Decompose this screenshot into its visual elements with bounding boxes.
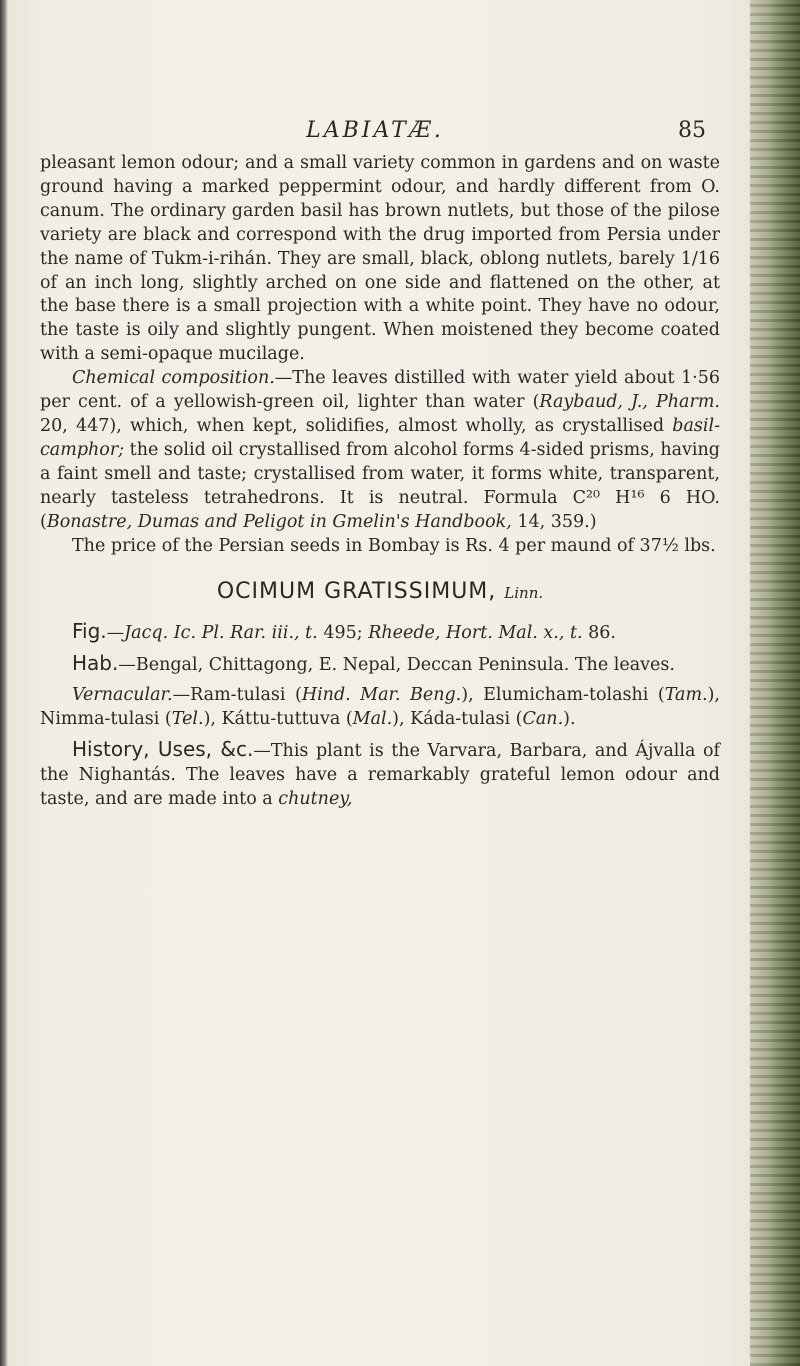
vern-6: ).	[563, 709, 576, 730]
running-header	[0, 118, 750, 143]
vern-4: ), Káttu-tuttuva (	[203, 709, 353, 730]
paragraph-history	[40, 738, 720, 812]
paragraph-chemical-composition	[40, 367, 720, 534]
history-term: chutney,	[278, 788, 353, 809]
species-heading	[40, 580, 720, 606]
chem-ref-1: Raybaud, J., Pharm.	[539, 392, 720, 413]
species-name: OCIMUM GRATISSIMUM,	[216, 579, 497, 605]
paragraph-description: pleasant lemon odour; and a small variety common in gardens and on waste ground having a marked peppermint odour, and hardly different from O. canum. The ordinary garden basil has brown nutlets, but those of the pilose variety are black and correspond with the drug imported from Persia under the name of Tukm-i-rihán. They are small, black, oblong nutlets, barely 1/16 of an inch long, slightly arched on one side and flattened on the other, at the base there is a small projection with a white point. They have no odour, the taste is oily and slightly pungent. When moistened they become coated with a semi-opaque mucilage.	[40, 153, 720, 365]
fig-ref-2: Rheede, Hort. Mal. x., t.	[368, 623, 583, 644]
vern-lang-3: Tel.	[171, 709, 204, 730]
hab-label: Hab.	[72, 651, 119, 676]
vern-lang-1: Hind. Mar. Beng.	[301, 685, 462, 706]
fig-text-c: 86.	[582, 623, 616, 644]
fig-ref-1: Jacq. Ic. Pl. Rar. iii., t.	[124, 623, 318, 644]
chem-text-a: —The leaves distilled with water yield about 1·56 per cent. of a yellowish-green oil, lighter than water (	[40, 368, 720, 413]
book-spine	[750, 0, 800, 1366]
vern-lang-2: Tam.	[664, 685, 708, 706]
vern-2: ), Elumicham-tolashi (	[461, 685, 665, 706]
page-left-edge	[0, 0, 8, 1366]
history-text: —This plant is the Varvara, Barbara, and Ájvalla of the Nighantás. The leaves have a remarkably grateful lemon odour and taste, and are made into a	[40, 740, 720, 809]
chem-term: basil-camphor;	[40, 415, 720, 460]
vernacular-label: Vernacular.	[72, 685, 173, 706]
chem-text-d: 14, 359.)	[511, 511, 597, 532]
vern-lang-4: Mal.	[352, 709, 393, 730]
chem-text-c: the solid oil crystallised from alcohol forms 4-sided prisms, having a faint smell and taste; crystallised from water, it forms white, transparent, nearly tasteless tetrahedrons. It is neutral. Formula C²⁰ H¹⁶ 6 HO. (	[40, 439, 720, 532]
page-body	[40, 152, 720, 812]
vern-3: ), Nimma-tulasi (	[40, 685, 720, 730]
chem-ref-2: Bonastre, Dumas and Peligot in Gmelin's Handbook,	[46, 511, 512, 532]
paragraph-fig	[40, 620, 720, 646]
hab-text: —Bengal, Chittagong, E. Nepal, Deccan Peninsula. The leaves.	[118, 655, 675, 676]
chem-text-b: 20, 447), which, when kept, solidifies, almost wholly, as crystallised	[40, 415, 673, 436]
fig-label: Fig.	[72, 619, 107, 644]
page-number: 85	[678, 118, 706, 143]
species-authority: Linn.	[504, 584, 544, 603]
paragraph-habitat	[40, 652, 720, 678]
vern-5: ), Káda-tulasi (	[392, 709, 523, 730]
fig-text-a: —	[106, 623, 125, 644]
header-title: LABIATÆ.	[306, 118, 444, 143]
vern-1: —Ram-tulasi (	[172, 685, 302, 706]
vern-lang-5: Can.	[522, 709, 564, 730]
paragraph-price: The price of the Persian seeds in Bombay is Rs. 4 per maund of 37½ lbs.	[72, 535, 716, 556]
paragraph-vernacular	[40, 684, 720, 732]
chem-label: Chemical composition.	[72, 368, 275, 389]
history-label: History, Uses, &c.	[72, 736, 254, 761]
fig-text-b: 495;	[317, 623, 369, 644]
